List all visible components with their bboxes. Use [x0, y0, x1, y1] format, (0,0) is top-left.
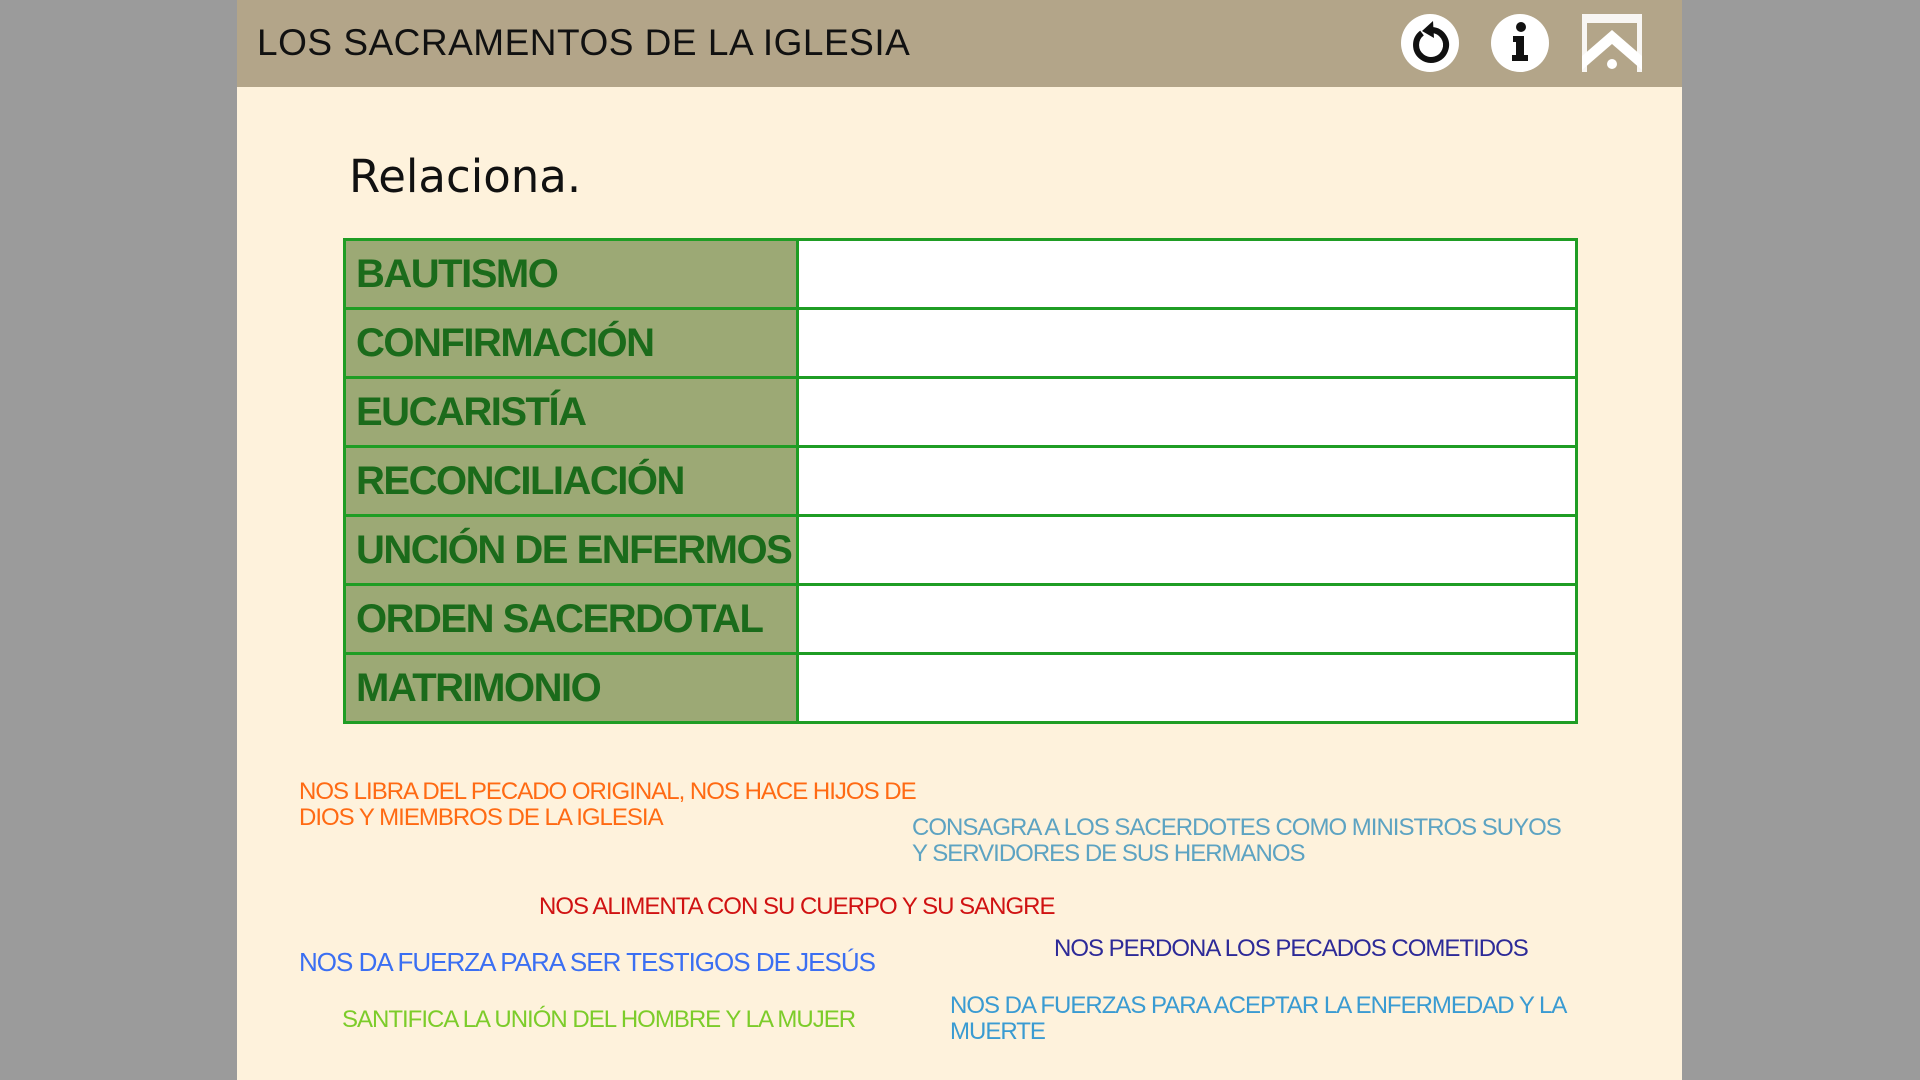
- sacrament-label: BAUTISMO: [345, 240, 798, 309]
- option-text: SANTIFICA LA UNIÓN DEL HOMBRE Y LA MUJER: [342, 1006, 856, 1033]
- table-row: [345, 447, 1577, 516]
- option-text: DIOS Y MIEMBROS DE LA IGLESIA: [299, 804, 663, 831]
- page-title: LOS SACRAMENTOS DE LA IGLESIA: [257, 22, 911, 63]
- info-icon: [1490, 13, 1550, 73]
- option-text: NOS ALIMENTA CON SU CUERPO Y SU SANGRE: [539, 893, 1055, 920]
- sacrament-label: ORDEN SACERDOTAL: [345, 585, 798, 654]
- drop-zone[interactable]: [798, 240, 1577, 309]
- sacrament-label: UNCIÓN DE ENFERMOS: [345, 516, 798, 585]
- draggable-option[interactable]: [539, 894, 1054, 920]
- table-row: [345, 309, 1577, 378]
- home-icon: [1581, 14, 1643, 72]
- sacrament-label: RECONCILIACIÓN: [345, 447, 798, 516]
- drop-zone[interactable]: [798, 516, 1577, 585]
- refresh-button[interactable]: [1400, 13, 1460, 73]
- drop-zone[interactable]: [798, 378, 1577, 447]
- draggable-option[interactable]: [1054, 936, 1528, 962]
- option-text: Y SERVIDORES DE SUS HERMANOS: [912, 840, 1305, 867]
- table-row: [345, 240, 1577, 309]
- header-bar: [237, 0, 1682, 87]
- option-text: MUERTE: [950, 1018, 1045, 1045]
- table-row: [345, 516, 1577, 585]
- draggable-option[interactable]: [950, 993, 1566, 1045]
- drop-zone[interactable]: [798, 447, 1577, 516]
- option-text: NOS LIBRA DEL PECADO ORIGINAL, NOS HACE HIJOS DE: [299, 778, 916, 805]
- table-row: [345, 585, 1577, 654]
- option-text: CONSAGRA A LOS SACERDOTES COMO MINISTROS SUYOS: [912, 814, 1561, 841]
- instruction-text: Relaciona.: [349, 150, 582, 203]
- drop-zone[interactable]: [798, 309, 1577, 378]
- sacrament-label: CONFIRMACIÓN: [345, 309, 798, 378]
- matching-table: [343, 238, 1578, 724]
- home-button[interactable]: [1581, 14, 1643, 72]
- sacrament-label: MATRIMONIO: [345, 654, 798, 723]
- activity-panel: [237, 0, 1682, 1080]
- option-text: NOS DA FUERZAS PARA ACEPTAR LA ENFERMEDAD Y LA: [950, 992, 1567, 1019]
- drop-zone[interactable]: [798, 654, 1577, 723]
- sacrament-label: EUCARISTÍA: [345, 378, 798, 447]
- table-row: [345, 378, 1577, 447]
- draggable-option[interactable]: [299, 949, 875, 975]
- draggable-option[interactable]: [342, 1007, 855, 1033]
- refresh-icon: [1400, 13, 1460, 73]
- table-row: [345, 654, 1577, 723]
- drop-zone[interactable]: [798, 585, 1577, 654]
- option-text: NOS DA FUERZA PARA SER TESTIGOS DE JESÚS: [299, 947, 875, 977]
- draggable-option[interactable]: [912, 815, 1561, 867]
- option-text: NOS PERDONA LOS PECADOS COMETIDOS: [1054, 935, 1528, 962]
- draggable-option[interactable]: [299, 779, 916, 831]
- info-button[interactable]: [1490, 13, 1550, 73]
